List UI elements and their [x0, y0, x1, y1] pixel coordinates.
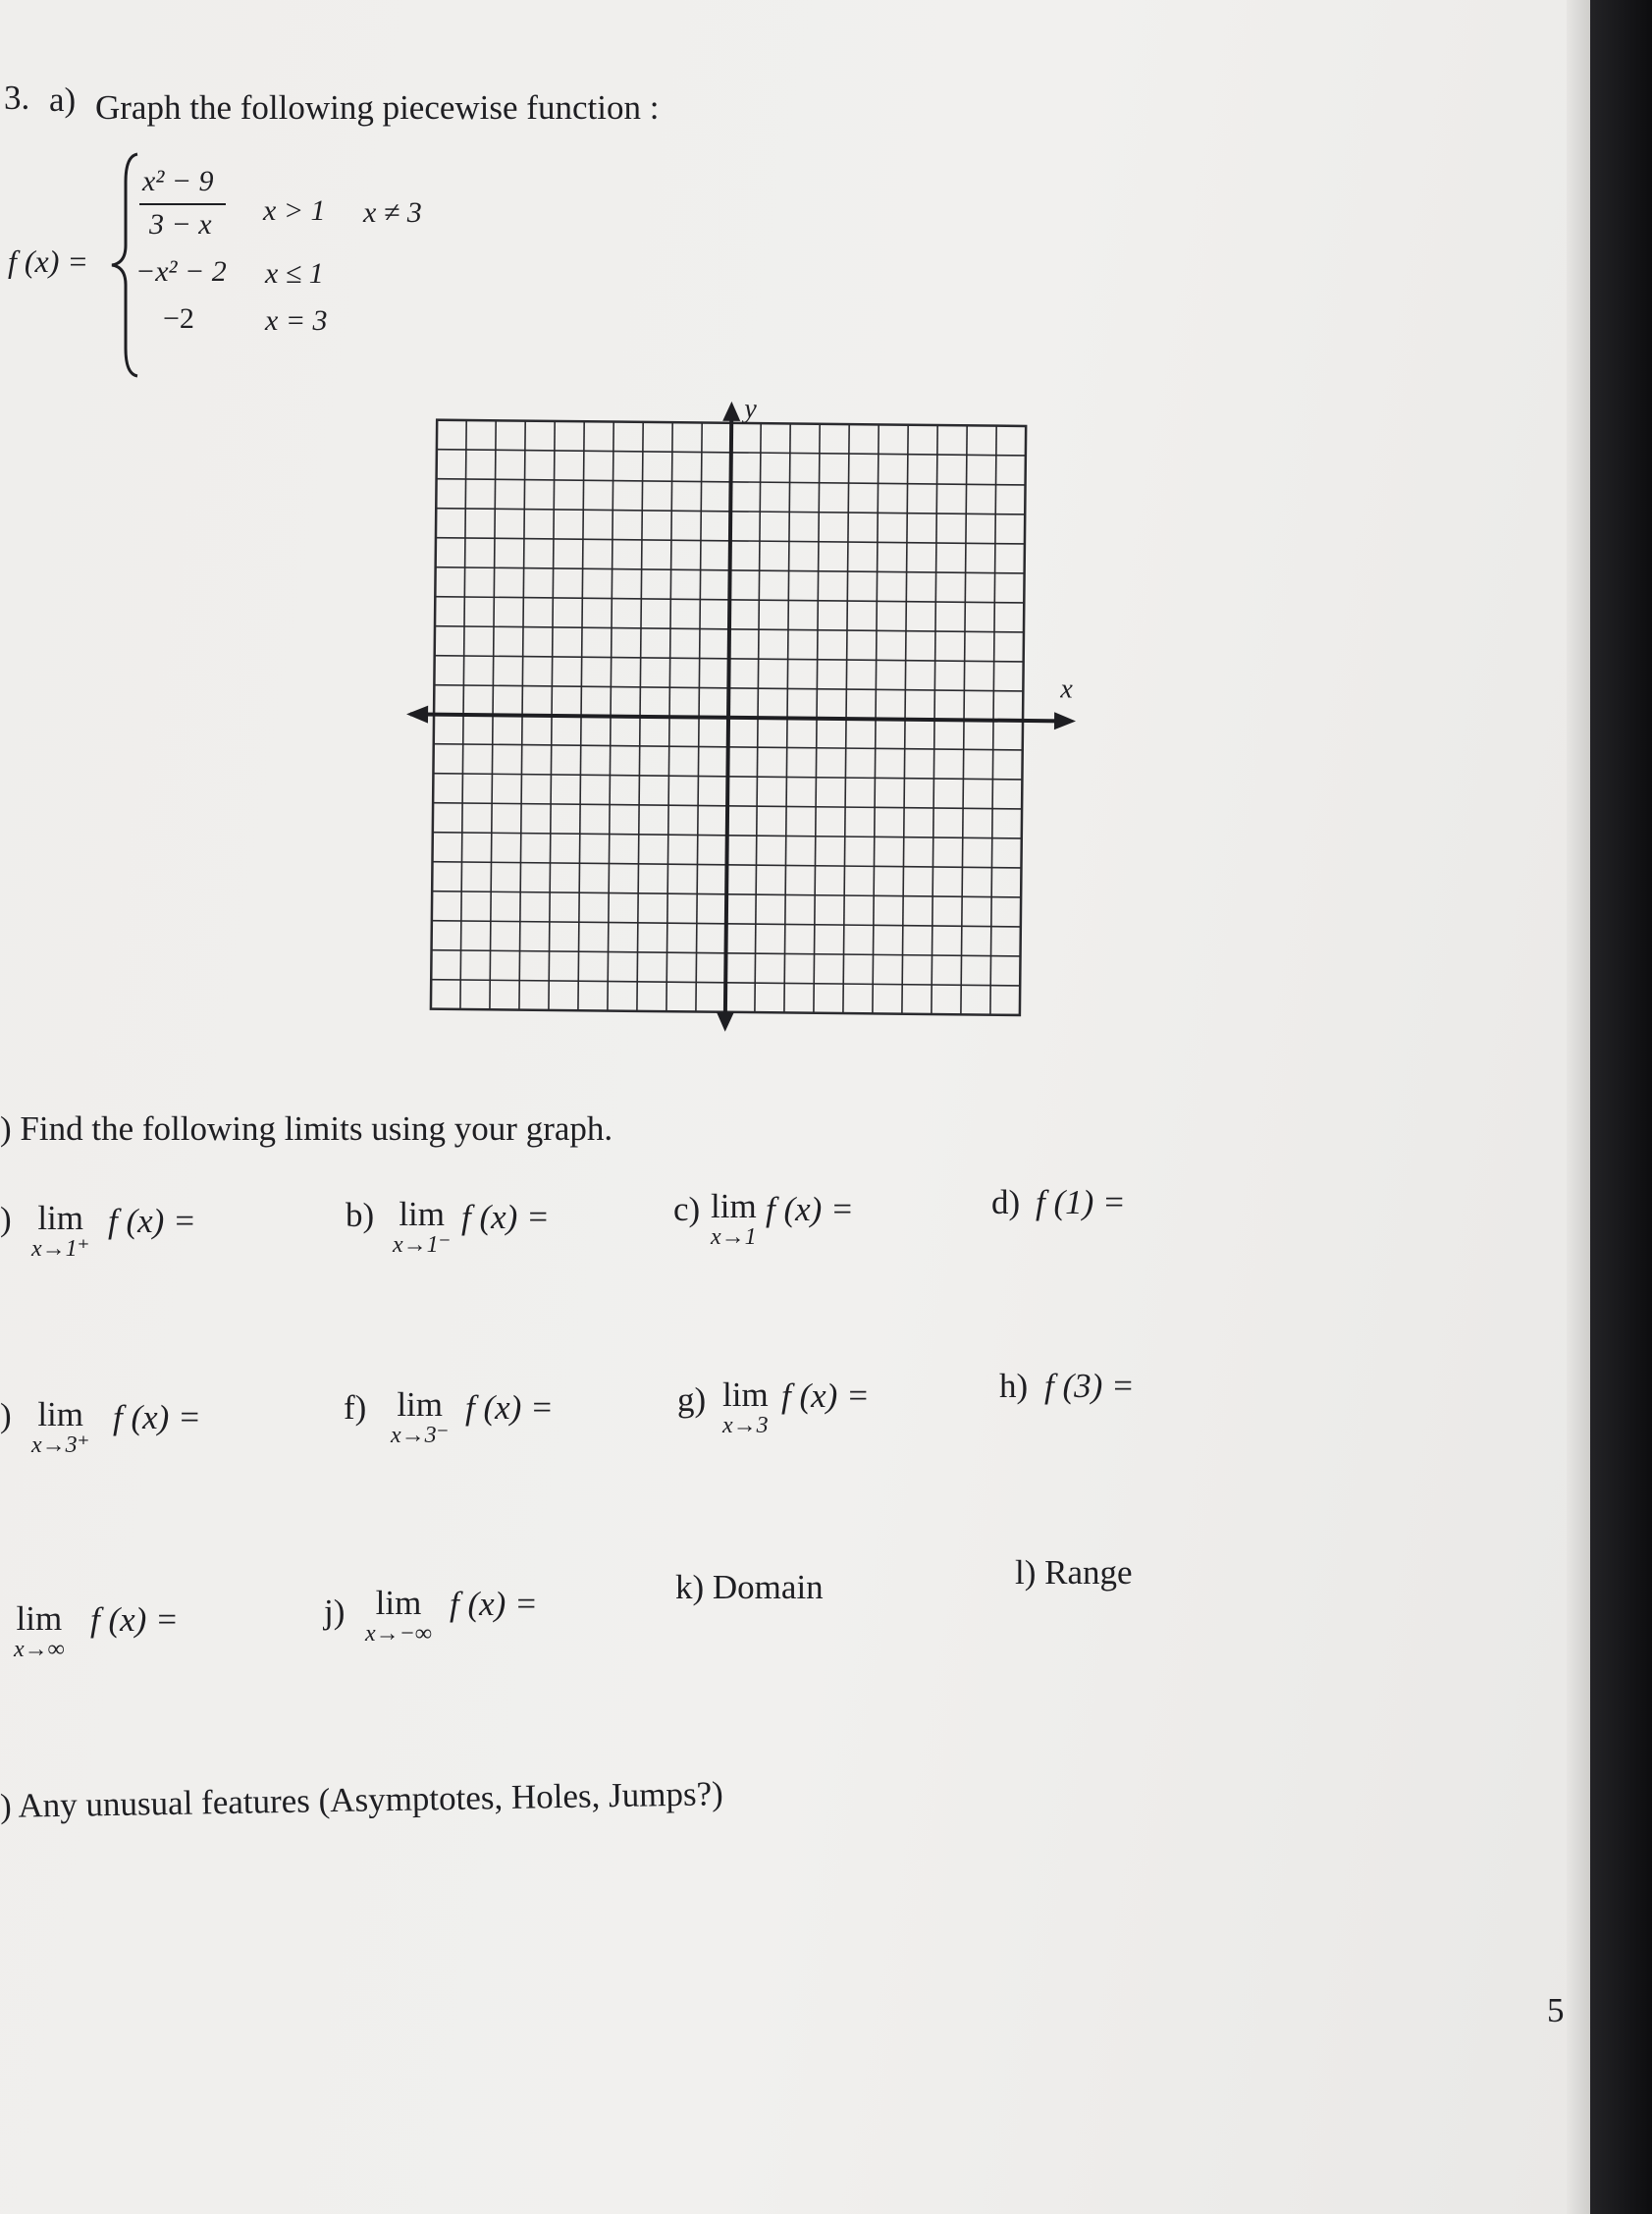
value-h-expression: f (3) =: [1044, 1367, 1135, 1405]
case1-condition: x > 1: [263, 194, 326, 227]
coordinate-grid[interactable]: [393, 388, 1099, 1055]
question-number: 3.: [4, 79, 30, 117]
value-d-expression: f (1) =: [1036, 1183, 1126, 1221]
limit-b-operator: lim x→1⁻: [393, 1195, 452, 1258]
value-h-label: h): [999, 1367, 1029, 1405]
page-edge-shadow: [1567, 0, 1590, 2214]
limit-c-label: c): [673, 1190, 701, 1228]
value-d-label: d): [991, 1183, 1021, 1221]
case3-condition: x = 3: [265, 304, 328, 337]
function-name: f (x) =: [8, 243, 88, 279]
y-axis-up-arrow: [722, 402, 740, 421]
case2-expr: −x² − 2: [135, 255, 227, 288]
limit-f-expression: f (x) =: [465, 1388, 554, 1427]
limit-c-expression: f (x) =: [766, 1190, 854, 1228]
limit-e-expression: f (x) =: [113, 1398, 201, 1436]
case1-extra-condition: x ≠ 3: [363, 196, 422, 229]
limit-g-label: g): [677, 1380, 707, 1419]
x-axis-right-arrow: [1054, 712, 1076, 729]
limit-e-operator: lim x→3⁺: [31, 1395, 90, 1458]
limit-a-expression: f (x) =: [108, 1202, 196, 1240]
y-axis-label: y: [744, 393, 757, 425]
fraction-bar: [139, 203, 226, 205]
limit-g-operator: lim x→3: [722, 1376, 769, 1438]
limit-a-operator: lim x→1⁺: [31, 1199, 90, 1262]
limit-a-label: ): [0, 1200, 12, 1238]
limit-e-label: ): [0, 1396, 12, 1434]
case1-denominator: 3 − x: [149, 208, 212, 241]
dark-background-edge: [1590, 0, 1652, 2214]
limit-f-operator: lim x→3⁻: [391, 1385, 450, 1448]
limit-f-label: f): [344, 1388, 367, 1427]
case2-condition: x ≤ 1: [265, 257, 324, 290]
limit-b-expression: f (x) =: [461, 1198, 550, 1236]
limit-g-expression: f (x) =: [781, 1377, 870, 1415]
limit-j-label: j): [324, 1593, 346, 1631]
x-axis-label: x: [1060, 674, 1073, 705]
limit-i-expression: f (x) =: [90, 1600, 179, 1639]
x-axis-left-arrow: [406, 705, 428, 723]
limit-c-operator: lim x→1: [711, 1187, 757, 1250]
case3-expr: −2: [163, 302, 194, 335]
features-prompt: ) Any unusual features (Asymptotes, Holes, Jumps?): [0, 1774, 724, 1825]
domain-prompt: k) Domain: [675, 1568, 824, 1606]
part-b-instruction: ) Find the following limits using your graph.: [0, 1109, 613, 1148]
page-number: 5: [1547, 1991, 1565, 2029]
y-axis-down-arrow: [717, 1012, 734, 1032]
limit-j-operator: lim x→−∞: [365, 1584, 432, 1647]
part-a-text: Graph the following piecewise function :: [95, 88, 660, 127]
case1-numerator: x² − 9: [142, 165, 214, 197]
limit-b-label: b): [346, 1196, 375, 1234]
range-prompt: l) Range: [1015, 1553, 1133, 1592]
x-axis: [410, 714, 1070, 721]
limit-i-operator: lim x→∞: [14, 1599, 65, 1662]
limit-j-expression: f (x) =: [450, 1585, 538, 1623]
part-a-label: a): [49, 81, 77, 119]
